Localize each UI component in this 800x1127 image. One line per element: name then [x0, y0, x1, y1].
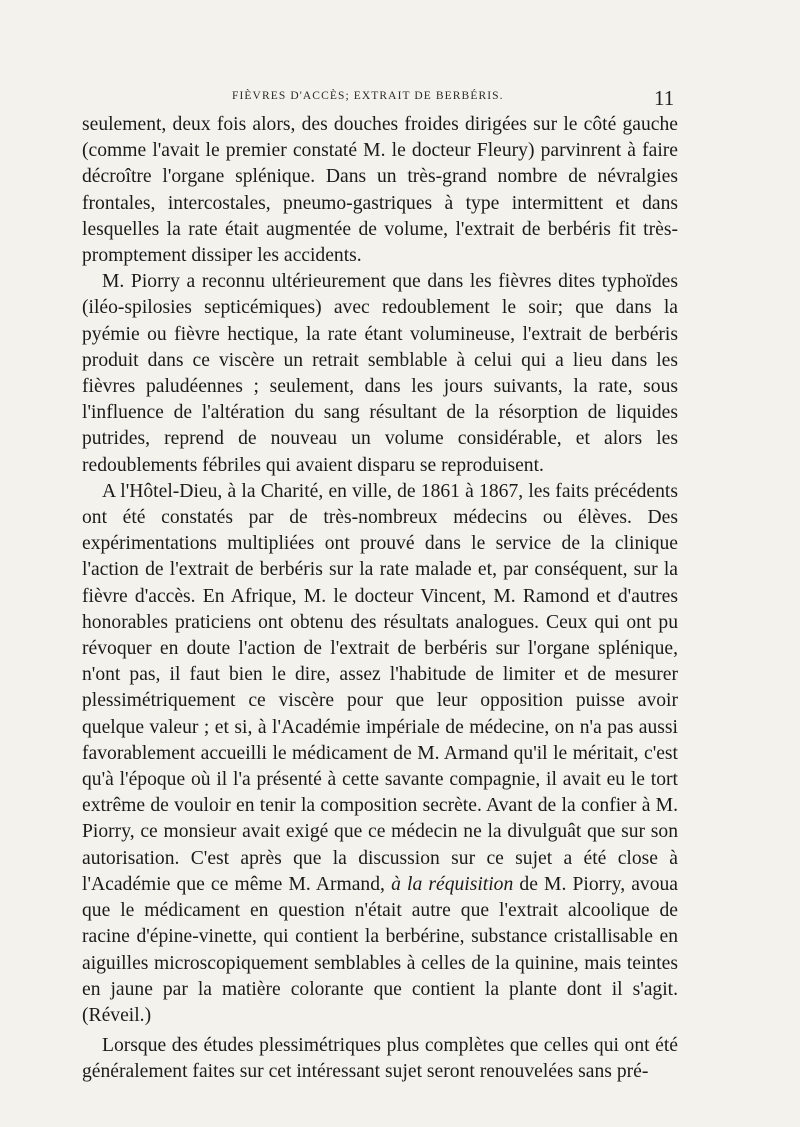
paragraph-closing: Lorsque des études plessimétriques plus complètes que celles qui ont été généralement faites sur cet intéressant sujet seront renouvelées sans pré- [82, 1035, 678, 1083]
italic-requisition: à la réquisition [391, 873, 514, 895]
paragraph-hotel-dieu [82, 479, 678, 1029]
page-number: 11 [654, 86, 675, 110]
running-head [0, 86, 800, 108]
paragraph-continuation: seulement, deux fois alors, des douches froides dirigées sur le côté gauche (comme l'avait le premier constaté M. le docteur Fleury) parvinrent à faire décroître l'organe splénique. Dans un très-grand nombre de névralgies frontales, intercostales, pneumo-gastriques à type intermittent et dans lesquelles la rate était augmentée de volume, l'extrait de berbéris fit très-promptement dissiper les accidents. [82, 114, 678, 267]
paragraph-hotel-dieu-part-1: A l'Hôtel-Dieu, à la Charité, en ville, de 1861 à 1867, les faits précédents ont été constatés par de très-nombreux médecins ou élèves. Des expérimentations multipliées ont prouvé dans le service de la clinique l'action de l'extrait de berbéris sur la rate malade et, par conséquent, sur la fièvre d'accès. En Afrique, M. le docteur Vincent, M. Ramond et d'autres honorables praticiens ont obtenu des résultats analogues. Ceux qui ont pu révoquer en doute l'action de l'extrait de berbéris sur l'organe splénique, n'ont pas, il faut bien le dire, assez l'habitude de limiter et de mesurer plessimétriquement ce viscère pour que leur opposition puisse avoir quelque valeur ; et si, à l'Académie impériale de médecine, on n'a pas aussi favorablement accueilli le médicament de M. Armand qu'il le méritait, c'est qu'à l'époque où il l'a présenté à cette savante compagnie, il avait eu le tort extrême de vouloir en tenir la composition secrète. Avant de la confier à M. Piorry, ce monsieur avait exigé que ce médecin ne la divulguât que sur son autorisation. C'est après que la discussion sur ce sujet a été close à l'Académie que ce même M. Armand, [82, 480, 678, 895]
body-text [82, 112, 678, 1086]
paragraph-hotel-dieu-part-2: de M. Piorry, avoua que le médicament en question n'était autre que l'extrait alcoolique de racine d'épine-vinette, qui contient la berbérine, substance cristallisable en aiguilles microscopiquement semblables à celles de la quinine, mais teintes en jaune par la matière colorante que contient la plante dont il s'agit. (Réveil.) [82, 873, 679, 1026]
paragraph-piorry-typhoid: M. Piorry a reconnu ultérieurement que dans les fièvres dites typhoïdes (iléo-spilosies septicémiques) avec redoublement le soir; que dans la pyémie ou fièvre hectique, la rate étant volumineuse, l'extrait de berbéris produit dans ce viscère un retrait semblable à celui qui a lieu dans les fièvres paludéennes ; seulement, dans les jours suivants, la rate, sous l'influence de l'altération du sang résultant de la résorption de liquides putrides, reprend de nouveau un volume considérable, et alors les redoublements fébriles qui avaient disparu se reproduisent. [82, 271, 678, 476]
running-title: FIÈVRES D'ACCÈS; EXTRAIT DE BERBÉRIS. [232, 90, 504, 102]
